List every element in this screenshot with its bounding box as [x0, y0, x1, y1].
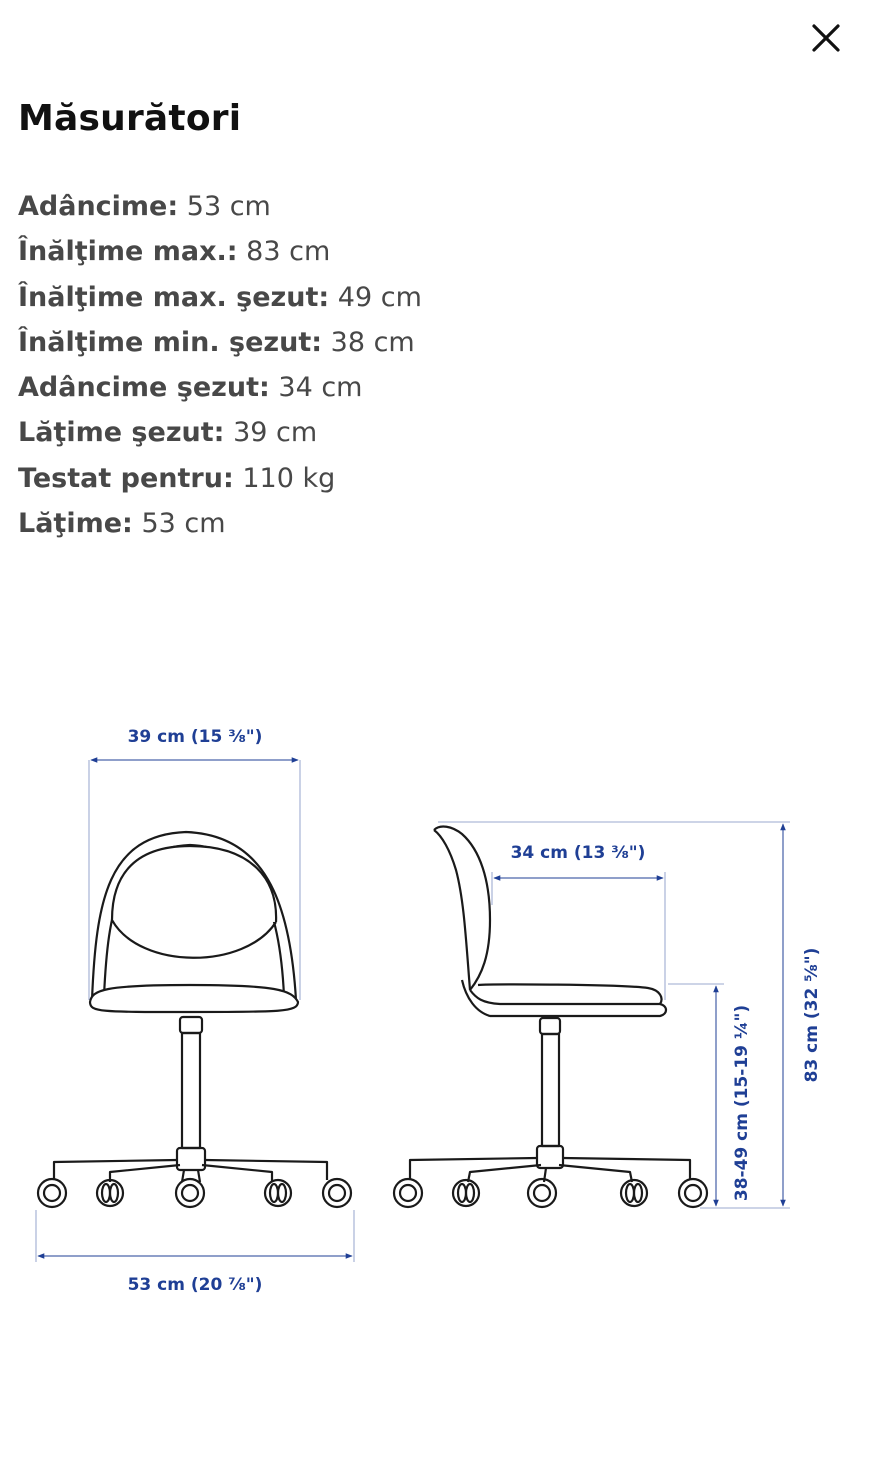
measurement-value: 39 cm: [233, 417, 318, 449]
base-width-label: 53 cm (20 ⅞"): [127, 1275, 263, 1295]
chair-dimensions-diagram: [0, 700, 869, 1320]
measurement-value: 34 cm: [278, 372, 363, 404]
measurement-value: 83 cm: [246, 236, 331, 268]
measurement-row: [18, 368, 422, 413]
measurement-row: [18, 504, 422, 549]
measurement-row: [18, 323, 422, 368]
chair-front-view: [38, 832, 351, 1207]
measurement-value: 110 kg: [242, 462, 336, 494]
measurement-row: [18, 232, 422, 277]
measurement-label: Înălţime max.:: [18, 236, 238, 268]
seat-depth-label: 34 cm (13 ⅜"): [510, 843, 646, 863]
measurement-row: [18, 413, 422, 458]
measurement-label: Lăţime:: [18, 508, 133, 540]
measurement-row: [18, 187, 422, 232]
seat-width-label: 39 cm (15 ⅜"): [127, 727, 263, 747]
close-icon: [811, 23, 841, 53]
measurement-row: [18, 459, 422, 504]
seat-height-label: 38-49 cm (15-19 ¼"): [732, 1004, 752, 1202]
measurement-row: [18, 278, 422, 323]
chair-side-view: [394, 827, 707, 1207]
measurement-label: Lăţime şezut:: [18, 417, 225, 449]
measurement-value: 53 cm: [141, 508, 226, 540]
measurement-value: 53 cm: [186, 191, 271, 222]
measurement-label: Adâncime:: [18, 191, 179, 222]
measurement-value: 38 cm: [330, 326, 415, 358]
measurement-label: Înălţime min. şezut:: [18, 326, 323, 358]
measurement-label: Adâncime şezut:: [18, 372, 270, 404]
total-height-label: 83 cm (32 ⅝"): [802, 947, 822, 1083]
close-button[interactable]: [802, 14, 850, 62]
measurement-label: Testat pentru:: [18, 462, 234, 494]
measurement-label: Înălţime max. şezut:: [18, 281, 330, 313]
measurement-value: 49 cm: [337, 281, 422, 313]
page-title: Măsurători: [18, 98, 242, 139]
measurements-list: [18, 187, 422, 549]
